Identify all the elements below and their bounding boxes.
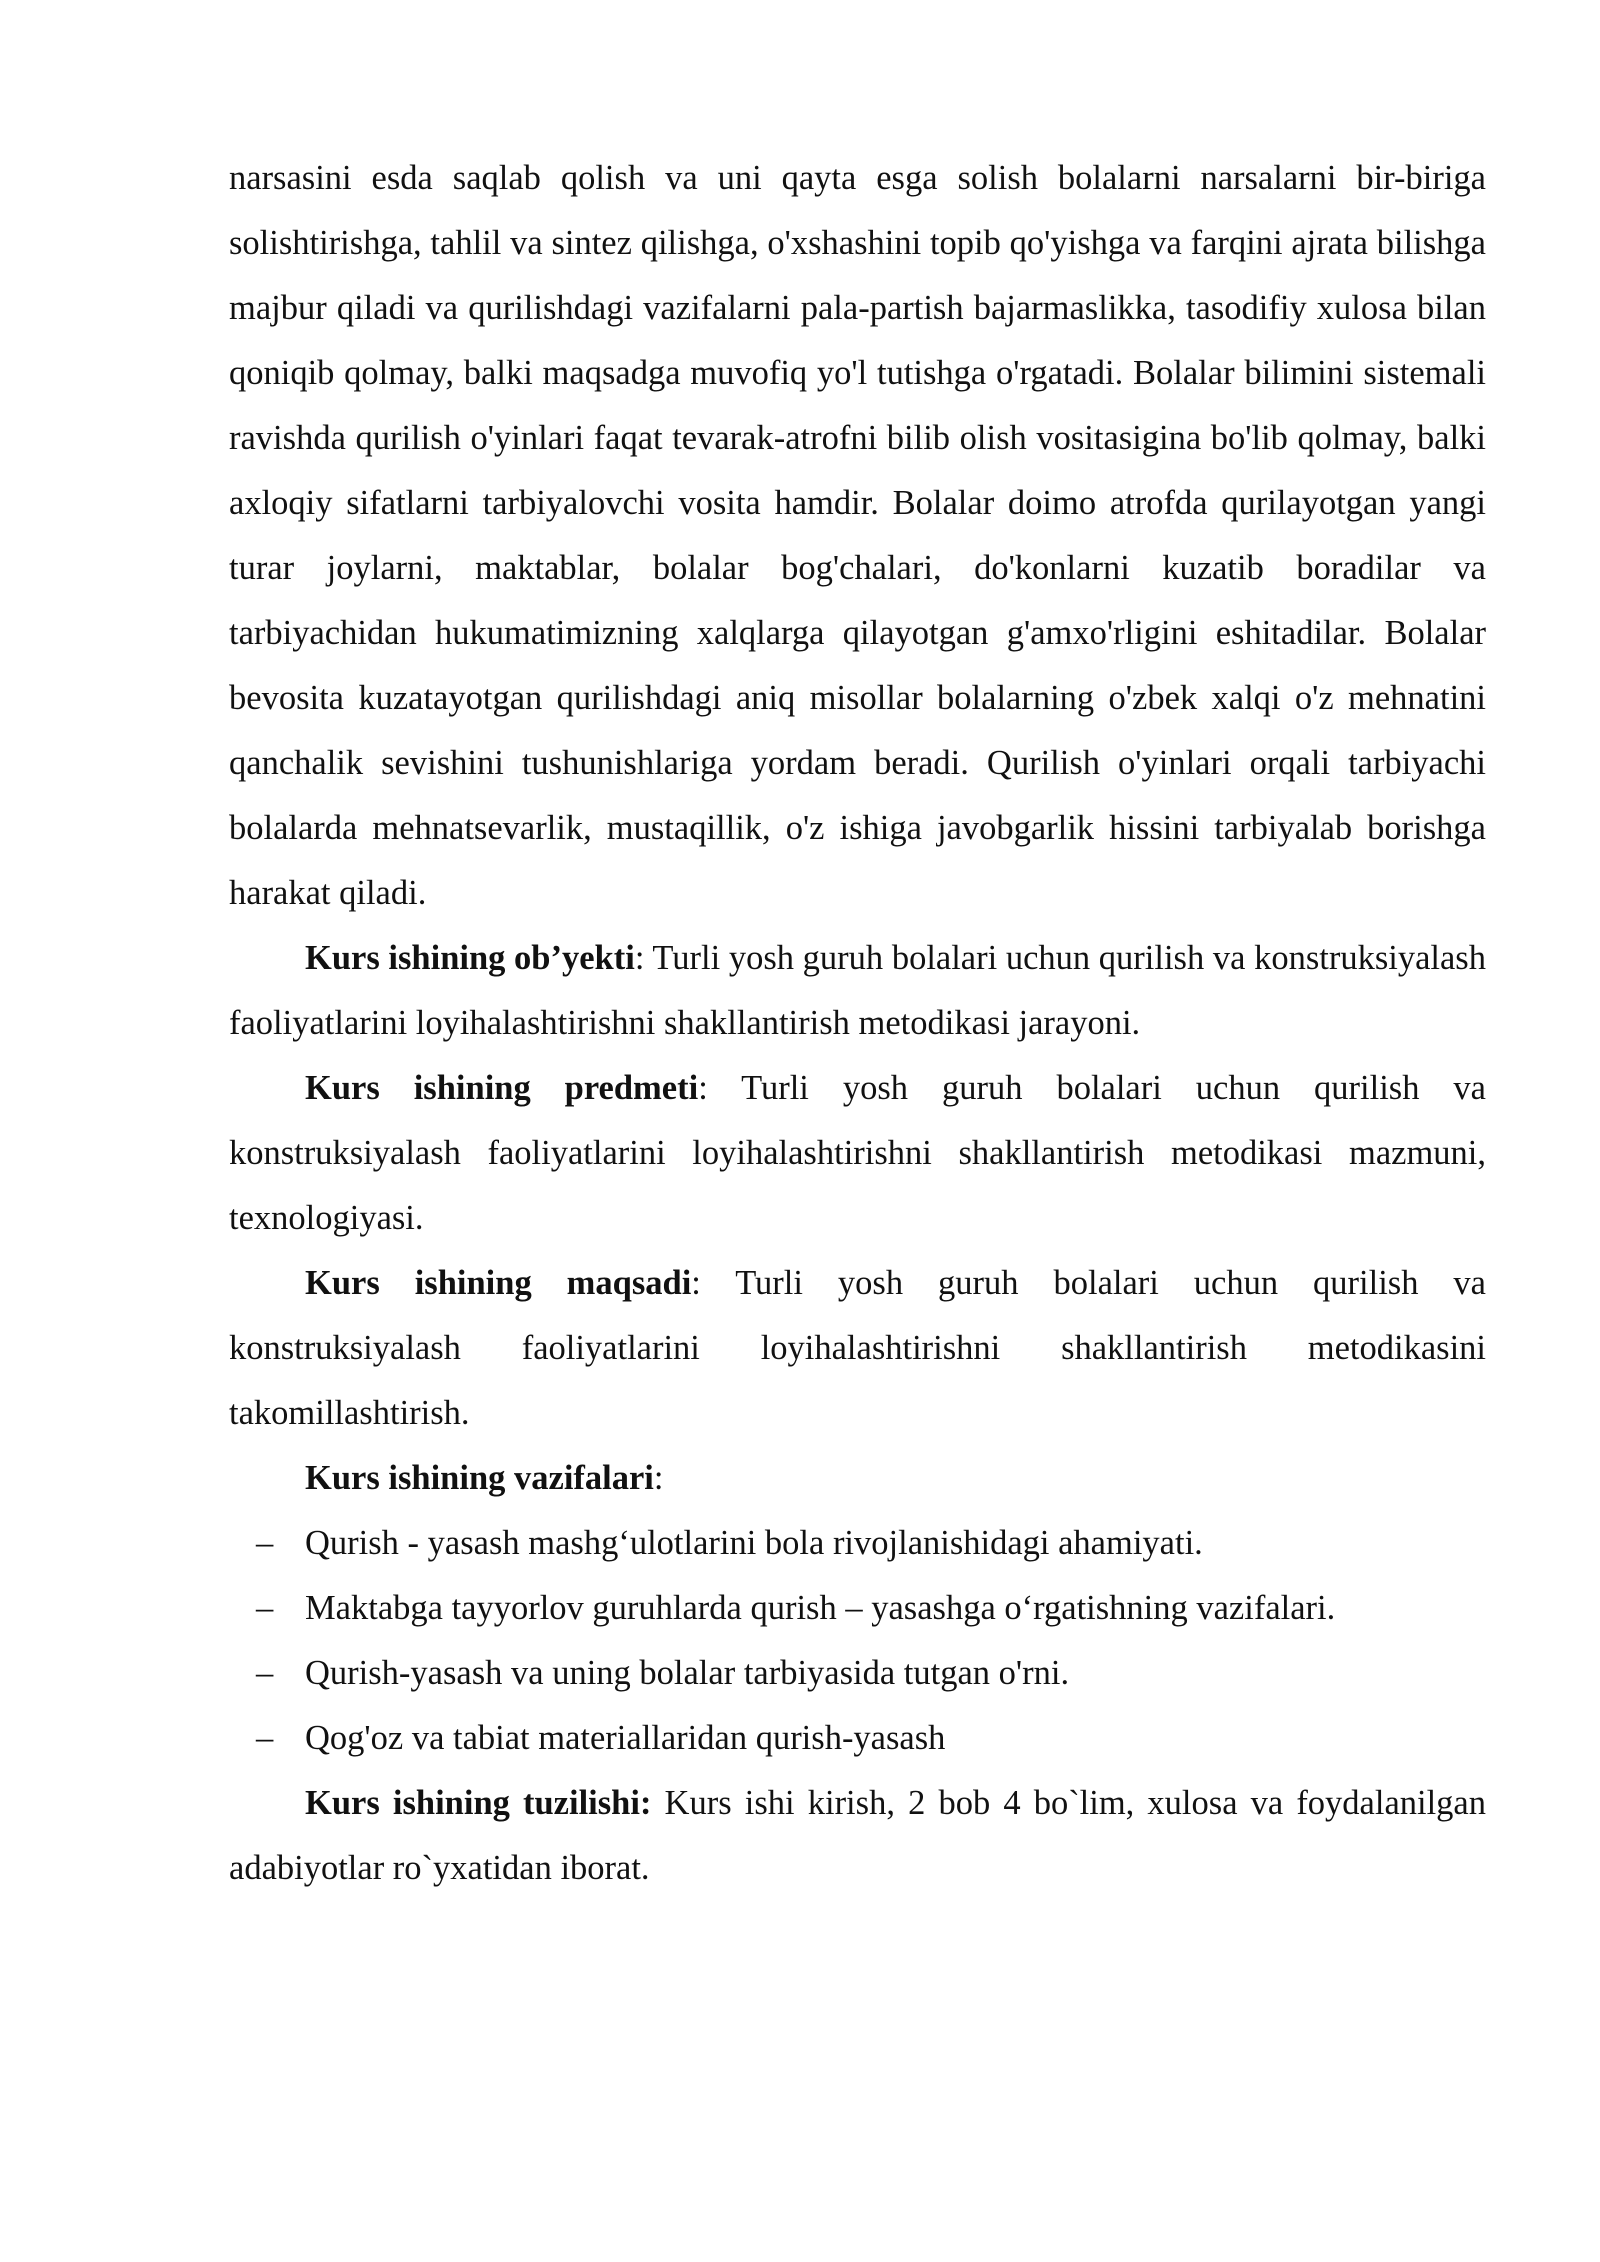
structure-text: Kurs ishi kirish, 2 bob 4 bo`lim, xulosa va foydalanilgan adabiyotlar ro`yxatidan iborat.: [229, 1784, 1486, 1887]
list-item-text: Qurish-yasash va uning bolalar tarbiyasida tutgan o'rni.: [305, 1654, 1070, 1692]
object-separator: :: [634, 939, 645, 977]
bullet-dash: –: [256, 1589, 274, 1627]
list-item-text: Maktabga tayyorlov guruhlarda qurish – yasashga o‘rgatishning vazifalari.: [305, 1589, 1336, 1627]
bullet-dash: –: [256, 1524, 274, 1562]
subject-text: Turli yosh guruh bolalari uchun qurilish va konstruksiyalash faoliyatlarini loyihalashtirishni shakllantirish metodikasi mazmuni, texnologiyasi.: [229, 1069, 1486, 1237]
tasks-separator: :: [653, 1459, 664, 1497]
goal-separator: :: [691, 1264, 701, 1302]
tasks-label: Kurs ishining vazifalari: [305, 1459, 654, 1497]
bullet-dash: –: [256, 1654, 274, 1692]
bullet-dash: –: [256, 1719, 274, 1757]
intro-paragraph: narsasini esda saqlab qolish va uni qayta esga solish bolalarni narsalarni bir-biriga solishtirishga, tahlil va sintez qilishga, o'xshashini topib qo'yishga va farqini ajrata bilishga majbur qiladi va qurilishdagi vazifalarni pala-partish bajarmaslikka, tasodifiy xulosa bilan qoniqib qolmay, balki maqsadga muvofiq yo'l tutishga o'rgatadi. Bolalar bilimini sistemali ravishda qurilish o'yinlari faqat tevarak-atrofni bilib olish vositasigina bo'lib qolmay, balki axloqiy sifatlarni tarbiyalovchi vosita hamdir. Bolalar doimo atrofda qurilayotgan yangi turar joylarni, maktablar, bolalar bog'chalari, do'konlarni kuzatib boradilar va tarbiyachidan hukumatimizning xalqlarga qilayotgan g'amxo'rligini eshitadilar. Bolalar bevosita kuzatayotgan qurilishdagi aniq misollar bolalarning o'zbek xalqi o'z mehnatini qanchalik sevishini tushunishlariga yordam beradi. Qurilish o'yinlari orqali tarbiyachi bolalarda mehnatsevarlik, mustaqillik, o'z ishiga javobgarlik hissini tarbiyalab borishga harakat qiladi.: [229, 159, 1486, 912]
list-item: [229, 1641, 1486, 1706]
object-text: Turli yosh guruh bolalari uchun qurilish va konstruksiyalash faoliyatlarini loyihalashtirishni shakllantirish metodikasi jarayoni.: [229, 939, 1486, 1042]
goal-paragraph: [229, 1251, 1486, 1446]
goal-label: Kurs ishining maqsadi: [305, 1264, 692, 1302]
subject-separator: :: [698, 1069, 708, 1107]
list-item-text: Qog'oz va tabiat materiallaridan qurish-yasash: [305, 1719, 946, 1757]
list-item: [229, 1706, 1486, 1771]
list-item: [229, 1511, 1486, 1576]
object-label: Kurs ishining ob’yekti: [305, 939, 635, 977]
document-page: [229, 146, 1486, 1901]
structure-paragraph: [229, 1771, 1486, 1901]
subject-paragraph: [229, 1056, 1486, 1251]
tasks-list: [229, 1511, 1486, 1771]
goal-text: Turli yosh guruh bolalari uchun qurilish va konstruksiyalash faoliyatlarini loyihalashtirishni shakllantirish metodikasini takomillashtirish.: [229, 1264, 1486, 1432]
tasks-heading: [229, 1446, 1486, 1511]
subject-label: Kurs ishining predmeti: [305, 1069, 699, 1107]
list-item: [229, 1576, 1486, 1641]
object-paragraph: [229, 926, 1486, 1056]
list-item-text: Qurish - yasash mashg‘ulotlarini bola rivojlanishidagi ahamiyati.: [305, 1524, 1203, 1562]
structure-label: Kurs ishining tuzilishi:: [305, 1784, 652, 1822]
